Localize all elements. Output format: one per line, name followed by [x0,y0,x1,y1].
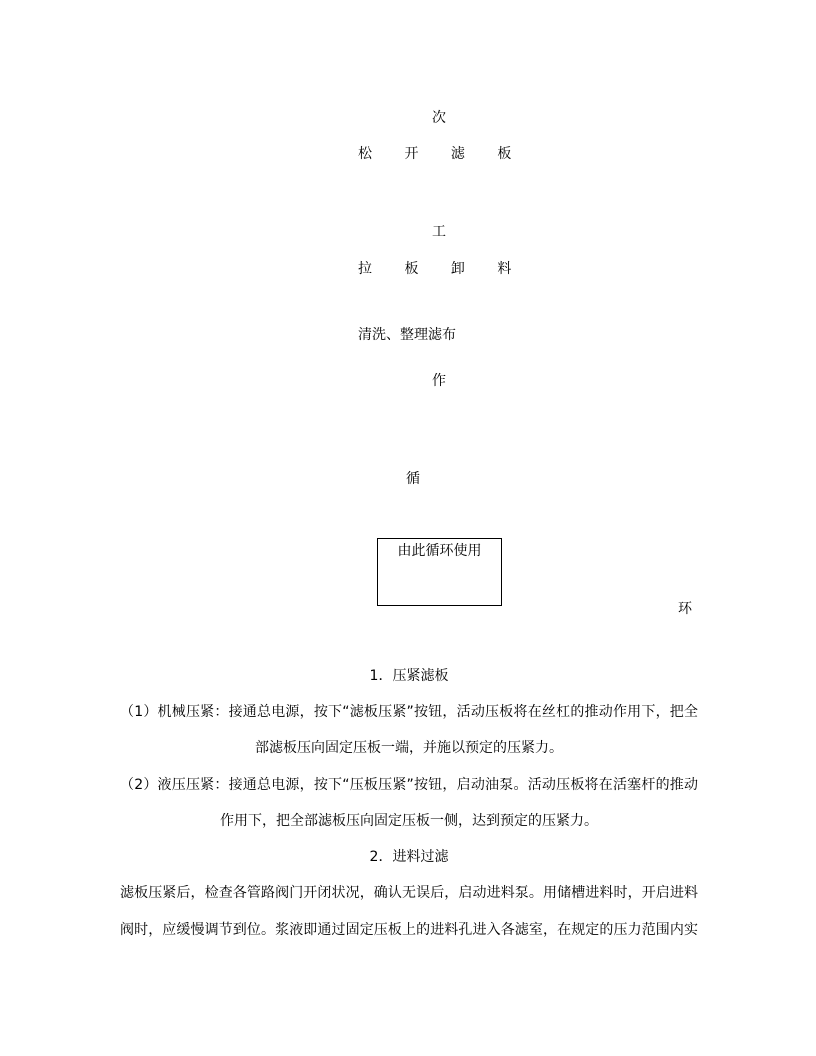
flow-char-zuo: 作 [432,373,446,389]
section-2-line-1: 滤板压紧后，检查各管路阀门开闭状况，确认无误后，启动进料泵。用储槽进料时，开启进料 [120,885,698,901]
flow-cycle-box-label: 由此循环使用 [397,543,482,559]
flow-cycle-box [377,538,502,606]
flow-step-clean-cloth: 清洗、整理滤布 [358,327,456,343]
flow-char-xun: 循 [406,471,420,487]
flow-step-pull-plates: 拉 板 卸 料 [358,261,526,277]
section-1-para-2-line-2: 作用下，把全部滤板压向固定压板一侧，达到预定的压紧力。 [220,813,598,829]
section-1-para-2-line-1: （2）液压压紧：接通总电源，按下“压板压紧”按钮，启动油泵。活动压板将在活塞杆的推动 [120,777,698,793]
section-2-title: 2．进料过滤 [369,849,449,865]
flow-step-release-plates: 松 开 滤 板 [358,146,526,162]
section-1-para-1-line-1: （1）机械压紧：接通总电源，按下“滤板压紧”按钮，活动压板将在丝杠的推动作用下，把全 [120,704,698,720]
flow-char-gong: 工 [432,224,446,240]
section-1-title: 1．压紧滤板 [369,668,449,684]
section-1-para-1-line-2: 部滤板压向固定压板一端，并施以预定的压紧力。 [255,740,563,756]
flow-char-huan: 环 [678,601,692,617]
flow-char-ci: 次 [432,110,446,126]
section-2-line-2: 阀时，应缓慢调节到位。浆液即通过固定压板上的进料孔进入各滤室，在规定的压力范围内实 [120,922,698,938]
